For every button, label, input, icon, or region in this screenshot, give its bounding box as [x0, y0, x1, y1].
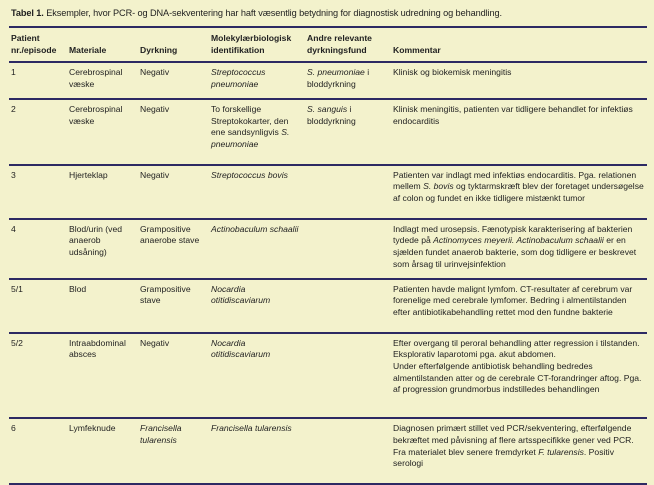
text: Klinisk og biokemisk meningitis: [393, 67, 512, 78]
cell-kommentar: [391, 99, 647, 165]
cell-materiale: [67, 219, 138, 279]
text: 6: [11, 423, 16, 434]
cell-dyrkning: [138, 62, 209, 98]
italic-text: Actinomyces meyerii. Actinobaculum schaalii: [433, 235, 604, 246]
header-dyrkning: Dyrkning: [140, 44, 178, 55]
cell-identifikation: [209, 219, 305, 279]
cell-patient: [9, 99, 67, 165]
comment-line: Efter overgang til peroral behandling atter regression i tilstanden.: [393, 337, 640, 348]
table-row: [9, 99, 647, 165]
text: 4: [11, 223, 16, 234]
text: 2: [11, 103, 16, 114]
text: i bloddyrkning: [307, 67, 370, 90]
table-row: [9, 333, 647, 419]
text: 5/2: [11, 337, 23, 348]
italic-text: F. tularensis: [538, 446, 584, 457]
cell-kommentar: [391, 333, 647, 419]
cell-materiale: [67, 279, 138, 333]
text: Patienten havde malignt lymfom. CT-resultater af cerebrum var forenelige med cerebrale lymfomer. Bedring i almentilstanden efter antibiotikabehandling rettet mod den fundne bakterie: [393, 283, 633, 317]
text: . Positiv serologi: [393, 446, 614, 469]
cell-kommentar: [391, 62, 647, 98]
italic-text: S. pneumoniae: [211, 127, 290, 149]
text: Negativ: [140, 337, 170, 348]
cell-patient: [9, 62, 67, 98]
italic-text: Actinobaculum schaalii: [211, 223, 299, 234]
table-row: [9, 62, 647, 98]
cell-materiale: [67, 165, 138, 219]
data-table: [9, 26, 647, 485]
cell-patient: [9, 165, 67, 219]
text: 5/1: [11, 283, 23, 294]
caption-text: Eksempler, hvor PCR- og DNA-sekventering har haft væsentlig betydning for diagnostisk udredning og behandling.: [46, 8, 502, 18]
italic-text: Streptococcus pneumoniae: [211, 67, 266, 90]
cell-materiale: [67, 62, 138, 98]
cell-dyrkning: [138, 99, 209, 165]
italic-text: Francisella tularensis: [211, 423, 292, 434]
cell-identifikation: [209, 333, 305, 419]
header-materiale: Materiale: [69, 44, 107, 55]
text: Negativ: [140, 103, 170, 114]
header-andre-fund: Andre relevante dyrkningsfund: [307, 33, 372, 55]
cell-kommentar: [391, 418, 647, 484]
table-caption: [11, 8, 502, 18]
cell-identifikation: [209, 62, 305, 98]
cell-andre-fund: [305, 165, 391, 219]
italic-text: Francisella tularensis: [140, 423, 182, 445]
text: Negativ: [140, 67, 170, 78]
cell-dyrkning: [138, 165, 209, 219]
table-row: [9, 279, 647, 333]
text: Cerebrospinal væske: [69, 103, 123, 126]
comment-line: Eksplorativ laparotomi pga. akut abdomen.: [393, 349, 556, 360]
comment-line: Under efterfølgende antibiotisk behandling bedredes almentilstanden atter og de cerebrale CT-forandringer aftog. Pga. af progression grundmorbus indstilledes behandlingen: [393, 361, 642, 395]
text: Lymfeknude: [69, 423, 116, 434]
cell-kommentar: [391, 219, 647, 279]
italic-text: Nocardia otitidiscaviarum: [211, 283, 271, 306]
cell-materiale: [67, 333, 138, 419]
cell-andre-fund: [305, 333, 391, 419]
cell-kommentar: [391, 279, 647, 333]
text: Diagnosen primært stillet ved PCR/sekventering, efterfølgende bekræftet med påvisning af flere artsspecifikke gener ved PCR. Fra materialet blev senere fremdyrket: [393, 423, 634, 457]
caption-label: Tabel 1.: [11, 8, 44, 18]
cell-dyrkning: [138, 219, 209, 279]
text: Grampositive stave: [140, 283, 191, 306]
cell-andre-fund: [305, 62, 391, 98]
cell-andre-fund: [305, 418, 391, 484]
italic-text: S. pneumoniae: [307, 67, 365, 78]
table-row: [9, 165, 647, 219]
cell-patient: [9, 418, 67, 484]
cell-materiale: [67, 99, 138, 165]
cell-dyrkning: [138, 333, 209, 419]
text: Intraabdominal absces: [69, 337, 126, 360]
cell-identifikation: [209, 165, 305, 219]
cell-patient: [9, 333, 67, 419]
cell-dyrkning: [138, 279, 209, 333]
cell-patient: [9, 219, 67, 279]
text: er en sjælden fundet anaerob bakterie, som dog tidligere er beskrevet som årsag til urinvejsinfektion: [393, 235, 637, 269]
text: 1: [11, 67, 16, 78]
cell-andre-fund: [305, 99, 391, 165]
cell-andre-fund: [305, 279, 391, 333]
text: Hjerteklap: [69, 169, 108, 180]
italic-text: Streptococcus bovis: [211, 169, 288, 180]
text: Grampositive anaerobe stave: [140, 223, 200, 246]
italic-text: S. bovis: [423, 181, 454, 192]
text: 3: [11, 169, 16, 180]
text: og tyktarmskræft blev der foretaget undersøgelse af colon og fundet en ikke tidligere mistænkt tumor: [393, 181, 644, 204]
text: To forskellige Streptokokarter, den ene sandsynligvis: [211, 103, 289, 138]
text: Cerebrospinal væske: [69, 67, 123, 90]
header-kommentar: Kommentar: [393, 44, 441, 55]
text: Indlagt med urosepsis. Fænotypisk karakterisering af bakterien tydede på: [393, 223, 633, 246]
table-row: [9, 219, 647, 279]
header-patient: Patient nr./episode: [11, 33, 57, 55]
cell-patient: [9, 279, 67, 333]
cell-kommentar: [391, 165, 647, 219]
cell-identifikation: [209, 418, 305, 484]
cell-identifikation: [209, 99, 305, 165]
table-row: [9, 418, 647, 484]
text: Klinisk meningitis, patienten var tidligere behandlet for infektiøs endocarditis: [393, 103, 633, 126]
italic-text: Nocardia otitidiscaviarum: [211, 337, 271, 360]
cell-identifikation: [209, 279, 305, 333]
text: Negativ: [140, 169, 170, 180]
cell-andre-fund: [305, 219, 391, 279]
header-row: [9, 27, 647, 62]
text: i bloddyrkning: [307, 103, 356, 126]
text: Blod: [69, 283, 87, 294]
header-identifikation: Molekylærbiologisk identifikation: [211, 33, 292, 55]
text: Patienten var indlagt med infektiøs endocarditis. Pga. relationen mellem: [393, 169, 637, 192]
cell-dyrkning: [138, 418, 209, 484]
text: Blod/urin (ved anaerob udsåning): [69, 223, 123, 258]
cell-materiale: [67, 418, 138, 484]
italic-text: S. sanguis: [307, 103, 348, 114]
